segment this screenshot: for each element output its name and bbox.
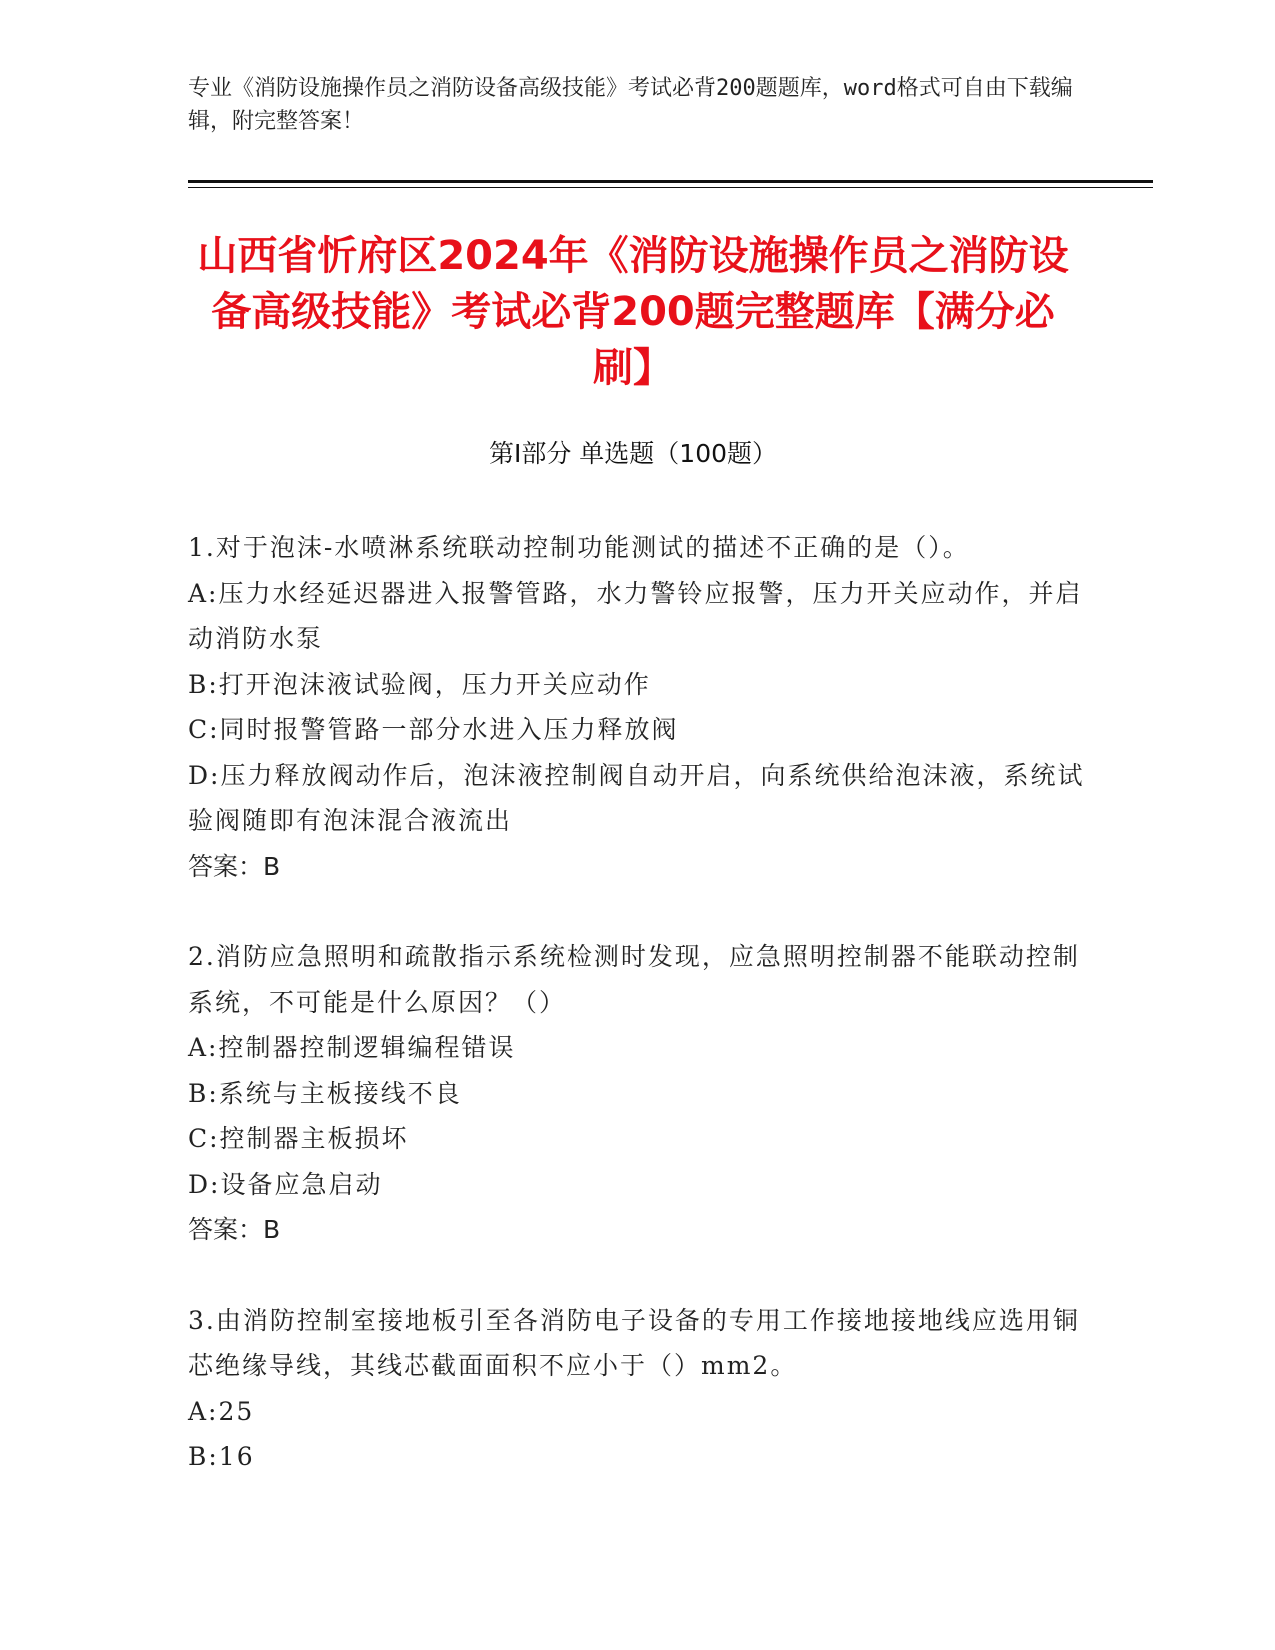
header-divider-thick bbox=[188, 180, 1153, 183]
option-a: A:控制器控制逻辑编程错误 bbox=[188, 1033, 516, 1062]
answer-line: 答案：B bbox=[188, 851, 281, 881]
question-item bbox=[188, 525, 1088, 889]
option-b: B:系统与主板接线不良 bbox=[188, 1078, 462, 1108]
header-divider-thin bbox=[188, 187, 1153, 188]
option-b: B:打开泡沫液试验阀，压力开关应动作 bbox=[188, 669, 651, 699]
option-d: D:压力释放阀动作后，泡沫液控制阀自动开启，向系统供给泡沫液，系统试验阀随即有泡沫混合液流出 bbox=[188, 760, 1085, 835]
question-stem: 2.消防应急照明和疏散指示系统检测时发现，应急照明控制器不能联动控制系统，不可能是什么原因？（） bbox=[188, 942, 1080, 1017]
question-stem: 3.由消防控制室接地板引至各消防电子设备的专用工作接地接地线应选用铜芯绝缘导线，其线芯截面面积不应小于（）mm2。 bbox=[188, 1305, 1080, 1380]
question-item bbox=[188, 934, 1088, 1253]
question-item bbox=[188, 1298, 1088, 1480]
option-c: C:控制器主板损坏 bbox=[188, 1124, 409, 1153]
option-a: A:25 bbox=[188, 1396, 255, 1426]
question-list bbox=[188, 525, 1088, 1525]
question-stem: 1.对于泡沫-水喷淋系统联动控制功能测试的描述不正确的是（）。 bbox=[188, 533, 970, 562]
option-a: A:压力水经延迟器进入报警管路，水力警铃应报警，压力开关应动作，并启动消防水泵 bbox=[188, 578, 1083, 653]
section-heading: 第I部分 单选题（100题） bbox=[488, 439, 778, 468]
document-title: 山西省忻府区2024年《消防设施操作员之消防设备高级技能》考试必背200题完整题库【满分必刷】 bbox=[197, 233, 1069, 391]
option-d: D:设备应急启动 bbox=[188, 1169, 383, 1199]
option-c: C:同时报警管路一部分水进入压力释放阀 bbox=[188, 715, 679, 744]
option-b: B:16 bbox=[188, 1442, 255, 1471]
answer-line: 答案：B bbox=[188, 1215, 281, 1244]
header-note: 专业《消防设施操作员之消防设备高级技能》考试必背200题题库，word格式可自由下载编辑，附完整答案！ bbox=[188, 76, 1073, 134]
